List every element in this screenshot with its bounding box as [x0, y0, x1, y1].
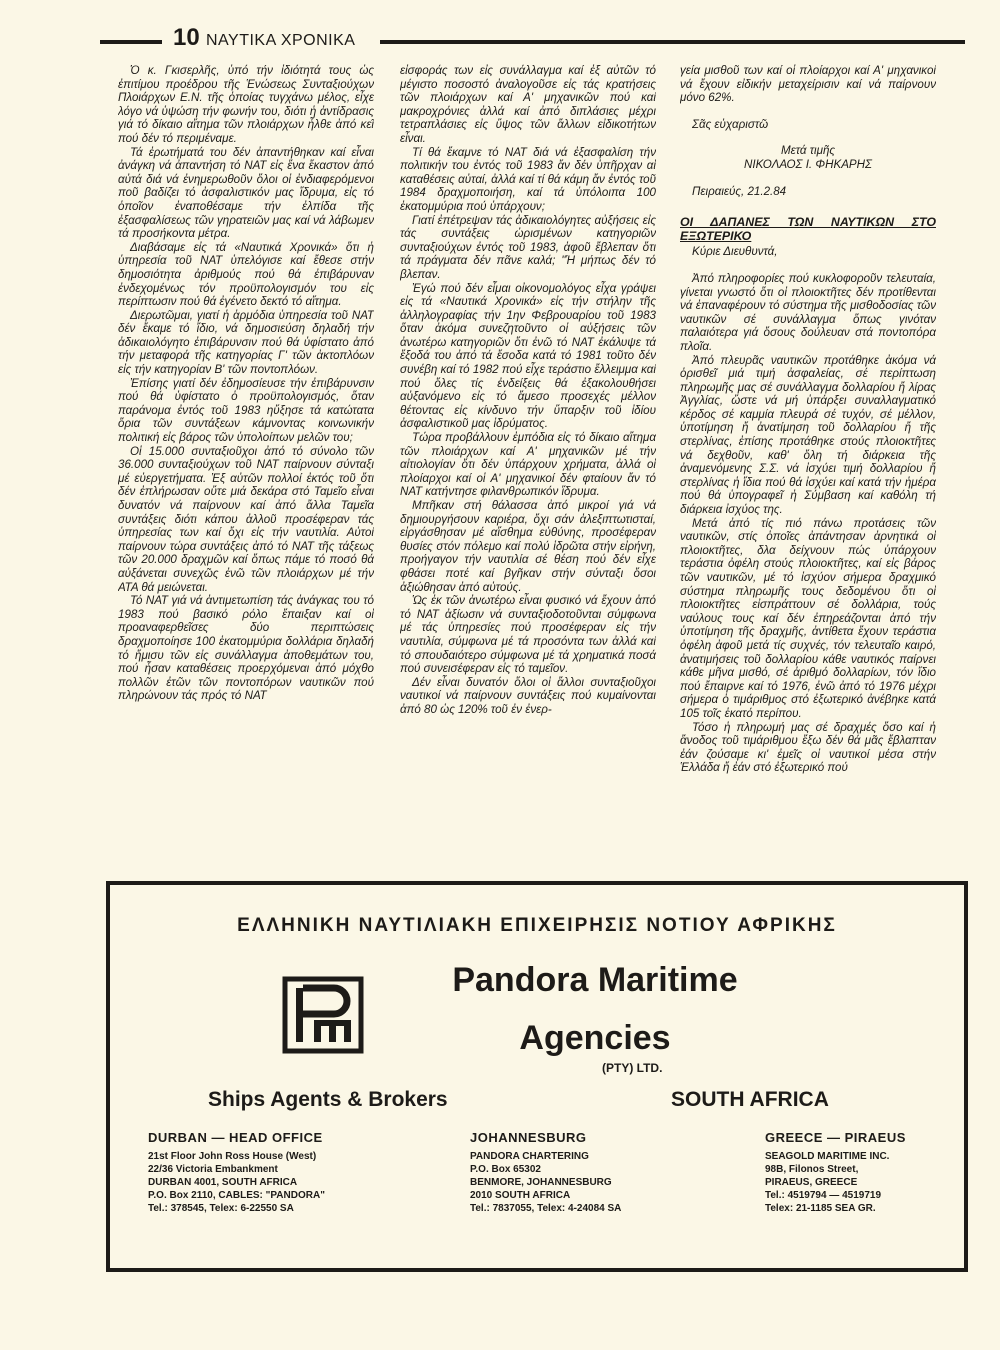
article-column-2: [400, 64, 656, 874]
paragraph: Ὡς ἐκ τῶν ἀνωτέρω εἶναι φυσικό νά ἔχουν ἀπό τό ΝΑΤ ἀξίωσιν νά συνταξιοδοτοῦνται σύμφωνα μέ τάς ὑπηρεσίες πού προσέφεραν εἰς τήν ναυτιλία, σύμφωνα μέ τά προσόντα των ἀλλά καί τό σπουδαιότερο σύμφωνα μέ τά χρηματικά ποσά πού συνεισέφεραν εἰς τό ταμεῖον.: [400, 594, 656, 676]
office-line: Tel.: 378545, Telex: 6-22550 SA: [148, 1203, 294, 1214]
paragraph: Τί θά ἔκαμνε τό ΝΑΤ διά νά ἐξασφαλίση τήν πολιτικήν του ἐντός τοῦ 1983 ἄν δέν ὑπῆρχαν αἱ καταθέσεις αὐταί, ἀλλά καί τί θά κάμη ἄν ἐντός τοῦ 1984 δραχμοποιήση, καί τά ὑπόλοιπα 100 ἑκατομμύρια πού ὑπάρχουν;: [400, 145, 656, 213]
office-heading: GREECE — PIRAEUS: [765, 1130, 906, 1145]
ad-brand-name: [400, 951, 790, 1067]
article-column-1: [118, 64, 374, 874]
office-line: BENMORE, JOHANNESBURG: [470, 1177, 612, 1188]
letter-heading: ΟΙ ΔΑΠΑΝΕΣ ΤΩΝ ΝΑΥΤΙΚΩΝ ΣΤΟ ΕΞΩΤΕΡΙΚΟ: [680, 215, 936, 243]
paragraph: Ἀπό πλευρᾶς ναυτικῶν προτάθηκε ἀκόμα νά ὁρισθεῖ μιά τιμή ἀσφαλείας, σέ περίπτωση πληρωμῆς μας σέ συνάλλαγμα δολλαρίου ἤ λίρας Ἀγγλίας, ὥστε νά μή ὑπάρξει συναλλαγματικό κέρδος σέ καμμία πλευρά σέ τυχόν, σέ μέλλον, ὑποτίμηση ἤ ἀνατίμηση τοῦ δολλαρίου ἤ τῆς στερλίνας, ἐπίσης προτάθηκε στούς πλοιοκτῆτες νά δεχθοῦν, καθ' ὅλη τή διάρκεια τῆς ἀναμενόμενης Σ.Σ. νά ἰσχύει τιμή δολλαρίου ἤ στερλίνας ἡ ἴδια πού θά ἰσχύει καί κατά τήν ἡμέρα πού θά ὑπογραφεῖ ἡ Σύμβαση καί καθόλη τή διάρκεια ἰσχύος της.: [680, 353, 936, 517]
brand-line-1: Pandora Maritime: [452, 961, 738, 999]
office-line: PIRAEUS, GREECE: [765, 1177, 858, 1188]
paragraph: Τό ΝΑΤ γιά νά ἀντιμετωπίση τάς ἀνάγκας του τό 1983 πού βασικό ρόλο ἔπαιξαν καί οἱ προαναφερθεῖσες δύο περιπτώσεις δραχμοποίησε 100 ἑκατομμύρια δολλάρια δηλαδή τό ἥμισυ τῶν εἰς συνάλλαγμα ἀποθεμάτων του, πού ἦσαν καταθέσεις προερχόμεναι ἀπό μόχθο πολλῶν ἐτῶν τῶν ποντοπόρων ναυτικῶν πού πληρώνουν τάς πρός τό ΝΑΤ: [118, 594, 374, 703]
pandora-logo-icon: [282, 976, 364, 1054]
office-line: Telex: 21-1185 SEA GR.: [765, 1203, 876, 1214]
paragraph: Γιατί ἐπέτρεψαν τάς ἀδικαιολόγητες αὐξήσεις εἰς τάς συντάξεις ὡρισμένων κατηγοριῶν συνταξιούχων ἐντός τοῦ 1983, ἀφοῦ ἔβλεπαν ὅτι τά πράγματα δέν πᾶνε καλά; "Ἡ μήπως δέν τό βλεπαν.: [400, 213, 656, 281]
office-line: P.O. Box 65302: [470, 1164, 541, 1175]
paragraph: Τά ἐρωτήματά του δέν ἀπαντήθηκαν καί εἶναι ἀνάγκη νά ἀπαντήση τό ΝΑΤ εἰς ἕνα ἕκαστον ἀπό αὐτά διά νά ἐνημερωθοῦν ὅλοι οἱ ἐνδιαφερόμενοι ποῦ βαδίζει τό ἀσφαλιστικόν μας ἵδρυμα, εἰς τό ὁποῖον ἐναποθέσαμε τήν ἐλπίδα τῆς ἐξασφαλίσεως τῶν γηρατειῶν μας καί νά λάβωμεν τά προσήκοντα μέτρα.: [118, 145, 374, 241]
office-line: P.O. Box 2110, CABLES: "PANDORA": [148, 1190, 325, 1201]
office-line: Tel.: 4519794 — 4519719: [765, 1190, 882, 1201]
paragraph: Ἐγώ πού δέν εἶμαι οἰκονομολόγος εἶχα γράψει εἰς τά «Ναυτικά Χρονικά» εἰς τήν στήλην τῆς ἀλληλογραφίας τήν 1ην Φεβρουαρίου τοῦ 1983 ὅταν ἀκόμα συνεζητοῦντο οἱ αὐξήσεις τῶν ἀνωτέρω κατηγοριῶν ὅτι ἐνῶ τό ΝΑΤ ἐκάλυψε τά ἔξοδά του ἀπό τά ἔσοδα κατά τό 1981 τοῦτο δέν συνέβη καί τό 1982 πού εἶχε τεράστιο ἔλλειμμα καί πού ὅλες τίς ἐνδείξεις θά ἐξακολουθήσει αὐξανόμενο εἰς τό ἄμεσο προσεχές μέλλον θέτοντας εἰς κίνδυνο τήν ὕπαρξιν τοῦ ἰδίου ἀσφαλιστικοῦ μας ἱδρύματος.: [400, 281, 656, 431]
paragraph: Δέν εἶναι δυνατόν ὅλοι οἱ ἄλλοι συνταξιοῦχοι ναυτικοί νά παίρνουν συντάξεις πού κυμαίνονται ἀπό 80 ὡς 120% τοῦ ἐν ἐνερ-: [400, 675, 656, 716]
paragraph: γεία μισθοῦ των καί οἱ πλοίαρχοι καί Α' μηχανικοί νά ἔχουν εἰδικήν μεταχείρισιν καί νά παίρνουν μόνο 62%.: [680, 64, 936, 105]
office-piraeus: [765, 1131, 995, 1215]
office-line: PANDORA CHARTERING: [470, 1151, 589, 1162]
closing-thanks: Σᾶς εὐχαριστῶ: [692, 117, 769, 131]
advertisement: [106, 881, 968, 1272]
paragraph: Διερωτῶμαι, γιατί ἡ ἁρμόδια ὑπηρεσία τοῦ ΝΑΤ δέν ἔκαμε τό ἴδιο, νά δημοσιεύση δηλαδή τήν ἀδικαιολόγητο ἐπιβάρυνσιν πού θά ὑφίστατο ἀπό τήν μεταφορά τῆς κατηγορίας Γ' τῶν ἀκτοπλόων εἰς τήν κατηγορίαν Β' τῶν ποντοπλόων.: [118, 308, 374, 377]
office-line: Tel.: 7837055, Telex: 4-24084 SA: [470, 1203, 622, 1214]
place-date: Πειραιεύς, 21.2.84: [692, 184, 787, 198]
paragraph: Ὁ κ. Γκισερλῆς, ὑπό τήν ἰδιότητά τους ὡς ἐπιτίμου προέδρου τῆς Ἑνώσεως Συνταξιούχων Πλοιάρχων Ε.Ν. τῆς ὁποίας τυγχάνω μέλος, εἶχε λόγο νά ὑψώση τήν φωνήν του, διότι ἡ ἀντίδρασις γιά τό δίκαιο αἴτημα τῶν πλοιάρχων ἦλθε ἀπό κεῖ πού δέν τό περιμέναμε.: [118, 64, 374, 145]
office-line: SEAGOLD MARITIME INC.: [765, 1151, 890, 1162]
office-line: 22/36 Victoria Embankment: [148, 1164, 278, 1175]
ad-ships-agents: Ships Agents & Brokers: [208, 1088, 448, 1111]
office-durban: [148, 1131, 378, 1215]
paragraph: Μπῆκαν στή θάλασσα ἀπό μικροί γιά νά δημιουργήσουν καριέρα, ὄχι σάν ἀλεξιπτωτισταί, εἰργάσθησαν μέ αἴσθημα εὐθύνης, προσέφεραν θυσίες στόν πόλεμο καί πολύ ἱδρῶτα στήν εἰρήνη, προήγαγον τήν ναυτιλία σέ θέση πού δέν εἶχε φθάσει ποτέ καί βγῆκαν στήν σύνταξι ὅσοι ἀξιώθησαν ἀπό αὐτούς.: [400, 499, 656, 594]
paragraph: Ἐπίσης γιατί δέν ἐδημοσίευσε τήν ἐπιβάρυνσιν πού θά ὑφίστατο ὁ προϋπολογισμός, ὅταν παράνομα ἐντός τοῦ 1983 ηὔξησε τά κατώτατα ὅρια τῶν συντάξεων κάμνοντας κοινωνικήν πολιτική εἰς βάρος τῶν ὑπολοίπων μελῶν του;: [118, 376, 374, 445]
office-heading: JOHANNESBURG: [470, 1130, 587, 1145]
ad-south-africa: SOUTH AFRICA: [671, 1088, 829, 1111]
ad-company-suffix: (PTY) LTD.: [602, 1061, 663, 1075]
office-line: 98B, Filonos Street,: [765, 1164, 859, 1175]
closing-regards: Μετά τιμῆς: [780, 144, 836, 158]
paragraph: εἰσφοράς των εἰς συνάλλαγμα καί ἐξ αὐτῶν τό μέγιστο ποσοστό ἀναλογοῦσε εἰς τάς κρατήσεις τῶν πλοιάρχων καί Α' μηχανικῶν πού καί μακροχρόνιες ἀλλά καί ἀπό διπλάσιες μέχρι τετραπλάσιες εἰς ὕψος τῶν ἄλλων εἰδικοτήτων εἶναι.: [400, 64, 656, 145]
paragraph: Τόσο ἡ πληρωμή μας σέ δραχμές ὅσο καί ἡ ἄνοδος τοῦ τιμάριθμου ἔξω δέν θά μᾶς ἔβλαπταν ἐάν ζούσαμε κι' ἐμεῖς οἱ ναυτικοί μέσα στήν Ἑλλάδα ἤ ἐάν στό ἐξωτερικό πού: [680, 720, 936, 775]
paragraph: Διαβάσαμε εἰς τά «Ναυτικά Χρονικά» ὅτι ἡ ὑπηρεσία τοῦ ΝΑΤ ὑπελόγισε καί ἔθεσε στήν δημοσιότητα ἀριθμούς πού θά ἐπιβάρυναν ἐνδεχομένως τόν προϋπολογισμόν του εἰς περίπτωσιν πού θά ἐγένετο δεκτό τό αἴτημα.: [118, 240, 374, 309]
paragraph: Οἱ 15.000 συνταξιοῦχοι ἀπό τό σύνολο τῶν 36.000 συνταξιούχων τοῦ ΝΑΤ παίρνουν σύνταξι μέ εὐεργετήματα. Ἐξ αὐτῶν πολλοί ἐκτός τοῦ ὅτι δέν ἐπλήρωσαν οὔτε μιά δεκάρα στό Ταμεῖο εἶναι δυνατόν νά παίρνουν καί ἀπό ἄλλα Ταμεῖα συντάξεις διότι κάπου ἀλλοῦ προσέφεραν τάς ὑπηρεσίας των καί ὄχι εἰς τήν ναυτιλία. Αὐτοί παίρνουν τώρα συντάξεις ἀπό τό ΝΑΤ τῆς τάξεως τῶν 20.000 δραχμῶν καί ὅπως πάμε τό ποσό θά αὐξάνεται συνεχῶς ἐνῶ τῶν πλοιάρχων μέ τήν ΑΤΑ θά μειώνεται.: [118, 444, 374, 594]
ad-greek-heading: ΕΛΛΗΝΙΚΗ ΝΑΥΤΙΛΙΑΚΗ ΕΠΙΧΕΙΡΗΣΙΣ ΝΟΤΙΟΥ ΑΦΡΙΚΗΣ: [237, 915, 837, 936]
office-heading: DURBAN — HEAD OFFICE: [148, 1130, 323, 1145]
office-line: DURBAN 4001, SOUTH AFRICA: [148, 1177, 298, 1188]
office-line: 2010 SOUTH AFRICA: [470, 1190, 571, 1201]
header-rule-left: [100, 40, 162, 44]
brand-line-2: Agencies: [519, 1019, 671, 1057]
paragraph: Τώρα προβάλλουν ἐμπόδια εἰς τό δίκαιο αἴτημα τῶν πλοιάρχων καί Α' μηχανικῶν μέ τήν αἰτιολογίαν ὅτι δέν ὑπάρχουν χρήματα, ἀλλά οἱ πλοίαρχοι καί οἱ Α' μηχανικοί δέν φταίουν ἄν τό ΝΑΤ κατήντησε φιλανθρωπικόν ἵδρυμα.: [400, 431, 656, 499]
article-column-3: [680, 64, 936, 874]
page-number: 10: [173, 24, 200, 51]
author-signature: ΝΙΚΟΛΑΟΣ Ι. ΦΗΚΑΡΗΣ: [744, 157, 872, 171]
header-rule-right: [380, 40, 965, 44]
paragraph: Ἀπό πληροφορίες πού κυκλοφοροῦν τελευταία, γίνεται γνωστό ὅτι οἱ πλοιοκτῆτες δέν προτίθενται νά ἐπαναφέρουν τό σύστημα τῆς μισθοδοσίας τῶν ναυτικῶν σέ συνάλλαγμα ὅπως γινόταν παλαιότερα γιά ὅσους δούλευαν στά ποντοπόρα πλοῖα.: [680, 271, 936, 353]
paragraph: Μετά ἀπό τίς πιό πάνω προτάσεις τῶν ναυτικῶν, στίς ὁποῖες ἀπάντησαν ἀρνητικά οἱ πλοιοκτῆτες, δλα δείχνουν πώς ὑπάρχουν τεράστια ὀφέλη στούς πλοιοκτῆτες, καί εἰς βάρος τῶν ναυτικῶν, μέ τό ἰσχύον σήμερα δραχμικό σύστημα πληρωμῆς τους δεδομένου ὅτι οἱ πλοιοκτῆτες εἰσπράττουν σέ δολλάρια, τούς ναύλους τους καί δέν ἐπηρεάζονται ἀπό τήν ὑποτίμηση τῆς δραχμῆς, ἀντίθετα ἔχουν τεράστια ὀφέλη ἀφοῦ μετά τίς συχνές, τόν τελευταῖο καιρό, ἀνατιμήσεις τοῦ δολλαρίου κάθε ναυτικός παίρνει κάθε μῆνα μισθό, σέ ἀριθμό δολλαρίων, τόν ἴδιο πού ἔπαιρνε καί τό 1976, ἐνῶ ἀπό τό 1976 μέχρι σήμερα ὁ τιμάριθμος στό ἐξωτερικό ἀνέβηκε κατά 105 τοῖς ἑκατό περίπου.: [680, 516, 936, 720]
office-line: 21st Floor John Ross House (West): [148, 1151, 317, 1162]
magazine-title: ΝΑΥΤΙΚΑ ΧΡΟΝΙΚΑ: [206, 32, 356, 49]
letter-salutation: Κύριε Διευθυντά,: [692, 245, 778, 259]
office-johannesburg: [470, 1131, 700, 1215]
page-header: [100, 24, 965, 62]
